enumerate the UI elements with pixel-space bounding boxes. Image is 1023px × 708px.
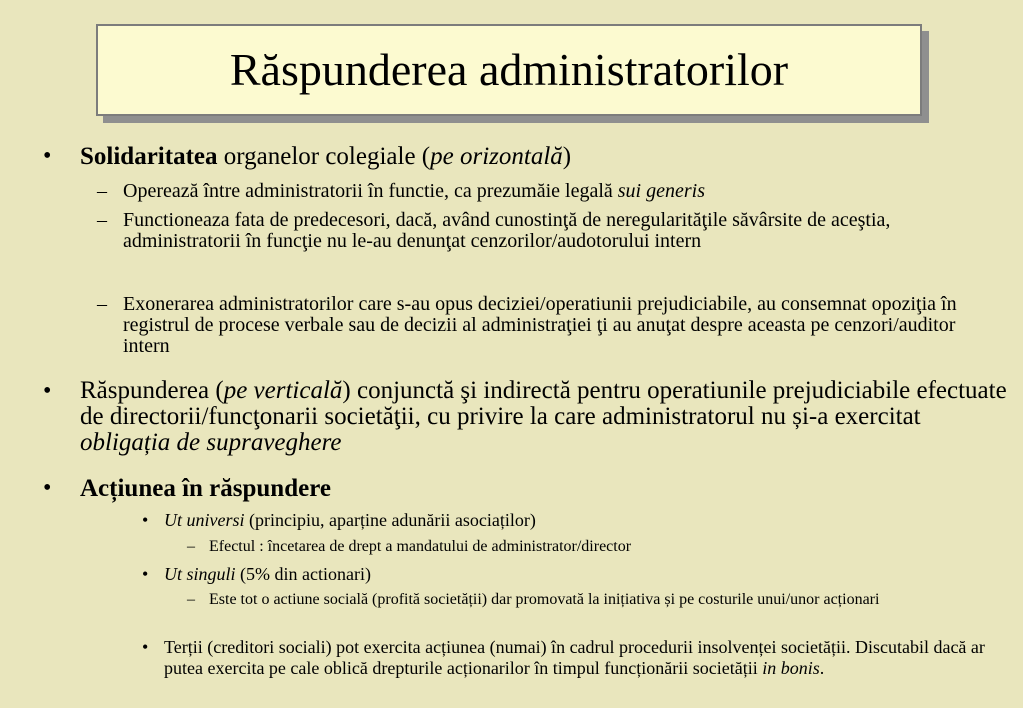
text: organelor colegiale ( xyxy=(217,143,431,170)
bullet-raspunderea xyxy=(43,377,1010,456)
bullet-actiunea xyxy=(43,475,1010,502)
tertii-item xyxy=(142,637,1004,679)
dash-glyph: – xyxy=(97,293,107,315)
text: . xyxy=(819,658,825,678)
text: Răspunderea ( xyxy=(80,377,224,404)
slide-title: Răspunderea administratorilor xyxy=(229,44,789,95)
text: (principiu, aparține adunării asociaților) xyxy=(244,510,536,530)
text: Exonerarea administratorilor care s-au opus deciziei/operatiunii prejudiciabile, au consemnat opoziţia în registrul de procese verbale sau de decizii al administraţiei ţi au anuţat despre aceasta pe cenzori/auditor intern xyxy=(123,293,957,357)
sub-item xyxy=(97,180,993,202)
italic-term: Ut universi xyxy=(164,510,245,530)
ut-universi-item xyxy=(142,510,1004,530)
text: Operează între administratorii în functie, ca prezumăie legală xyxy=(123,180,618,202)
ut-singuli-item xyxy=(142,564,1004,584)
italic-term: pe verticală xyxy=(223,377,343,404)
sub-item xyxy=(187,538,979,556)
bullet-glyph: • xyxy=(43,378,52,404)
bold-term: Solidaritatea xyxy=(80,143,218,170)
bullet-glyph: • xyxy=(43,143,52,169)
bullet-solidaritatea xyxy=(43,143,1010,170)
italic-term: obligația de supraveghere xyxy=(80,429,342,456)
text: (5% din actionari) xyxy=(235,564,371,584)
bullet-glyph: • xyxy=(142,564,149,584)
dash-glyph: – xyxy=(97,180,107,202)
bullet-glyph: • xyxy=(142,637,149,657)
bullet-glyph: • xyxy=(43,475,52,501)
bold-term: Acțiunea în răspundere xyxy=(80,475,331,502)
italic-term: in bonis xyxy=(762,658,820,678)
bullet-glyph: • xyxy=(142,510,149,530)
dash-glyph: – xyxy=(187,591,195,608)
sub-item xyxy=(97,293,993,357)
text: Terții (creditori sociali) pot exercita acțiunea (numai) în cadrul procedurii insolvenței societății. Discutabil dacă ar putea exercita pe cale oblică drepturile acționarilor în timpul funcționării societății xyxy=(164,637,985,678)
text: Este tot o actiune socială (profită societății) dar promovată la inițiativa și pe costurile unui/unor acționari xyxy=(209,591,880,608)
text: ) conjunctă şi indirectă pentru operatiunile prejudiciabile efectuate de directorii/funcţonarii societăţii, cu privire la care administratorul nu și-a exercitat xyxy=(80,377,1007,430)
italic-term: Ut singuli xyxy=(164,564,236,584)
dash-glyph: – xyxy=(97,209,107,231)
dash-glyph: – xyxy=(187,538,195,555)
italic-term: sui generis xyxy=(617,180,705,202)
text: Functioneaza fata de predecesori, dacă, având cunostinţă de neregularităţile săvârsite de aceştia, administratorii în funcţie nu le-au denunţat cenzorilor/audotorului intern xyxy=(123,209,891,252)
text: Efectul : încetarea de drept a mandatului de administrator/director xyxy=(209,538,632,555)
sub-item xyxy=(97,209,993,252)
text: ) xyxy=(562,143,572,170)
sub-item xyxy=(187,591,979,609)
italic-term: pe orizontală xyxy=(430,143,563,170)
